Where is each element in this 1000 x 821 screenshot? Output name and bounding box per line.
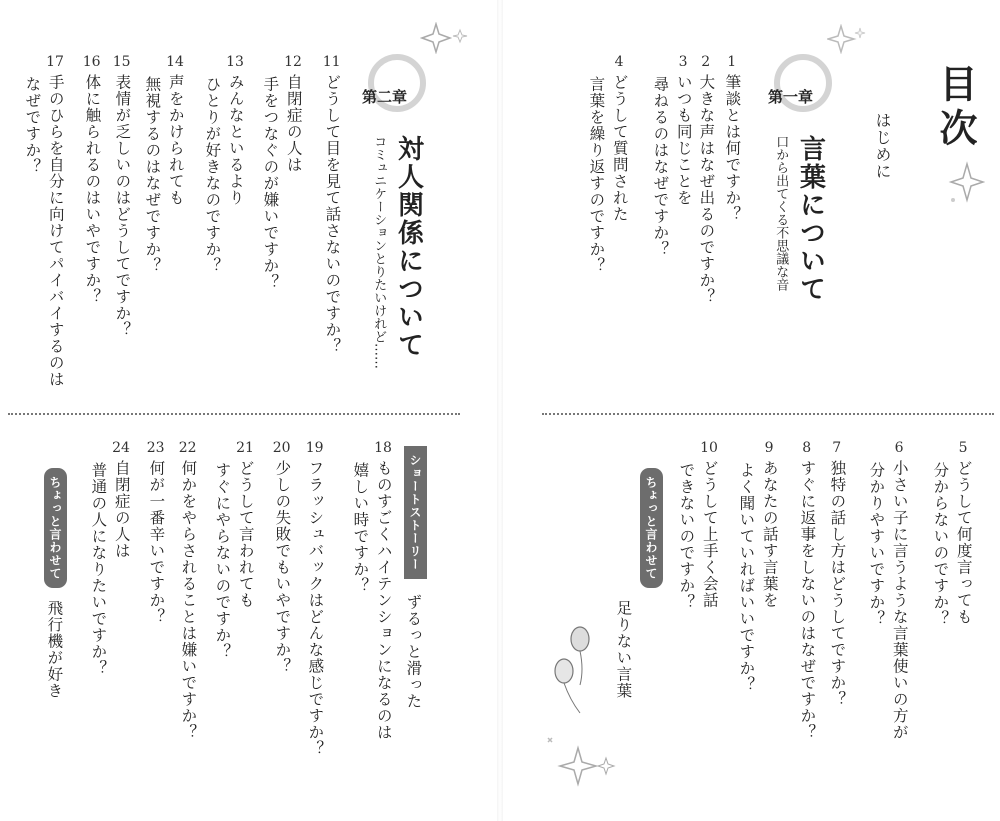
toc-item-2[interactable]: [696, 54, 715, 305]
chapter-subtitle: 口から出てくる不思議な音: [773, 135, 789, 291]
sparkle-icon: [945, 160, 985, 210]
item-title: 自閉症の人は: [112, 460, 131, 559]
item-number: 24: [112, 440, 130, 456]
item-title-line2: 手をつなぐのが嫌いですか？: [261, 76, 280, 291]
item-number: 4: [614, 54, 624, 70]
item-title-line2: なぜですか？: [23, 76, 42, 175]
toc-item-15[interactable]: [112, 54, 131, 338]
column-title[interactable]: 足りない言葉: [614, 600, 633, 699]
item-title-line2: できないのですか？: [677, 462, 696, 611]
item-title: あなたの話す言葉を: [760, 460, 779, 609]
intro-link[interactable]: はじめに: [873, 112, 892, 180]
item-number: 17: [46, 54, 64, 70]
toc-item-14[interactable]: [142, 54, 185, 274]
toc-item-6[interactable]: [866, 440, 909, 741]
item-title: 独特の話し方はどうしてですか？: [828, 460, 847, 708]
item-number: 10: [700, 440, 718, 456]
toc-item-1[interactable]: [722, 54, 741, 223]
item-title: みんなといるより: [226, 74, 245, 206]
item-number: 18: [374, 440, 392, 456]
toc-item-5[interactable]: [930, 440, 973, 627]
item-number: 2: [701, 54, 711, 70]
item-title: どうして何度言っても: [954, 460, 973, 625]
toc-item-10[interactable]: [676, 440, 719, 611]
item-title-line2: 普通の人になりたいですか？: [89, 462, 108, 677]
item-title: 少しの失敗でもいやですか？: [273, 460, 292, 675]
item-title-line2: すぐにやらないのですか？: [213, 462, 232, 660]
item-title-line2: 言葉を繰り返すのですか？: [587, 76, 606, 274]
item-title-line2: よく聞いていればいいですか？: [737, 462, 756, 693]
item-title: 何かをやらされることは嫌いですか？: [179, 460, 198, 741]
item-title-line2: 尋ねるのはなぜですか？: [651, 76, 670, 258]
toc-item-22[interactable]: [178, 440, 197, 741]
toc-item-4[interactable]: [586, 54, 629, 274]
short-story-title[interactable]: ずるっと滑った: [404, 594, 423, 710]
item-number: 1: [727, 54, 737, 70]
item-number: 9: [764, 440, 774, 456]
item-title: どうして目を見て話さないのですか？: [323, 74, 342, 355]
toc-item-19[interactable]: [305, 440, 324, 757]
item-title: どうして上手く会話: [700, 460, 719, 609]
item-number: 7: [832, 440, 842, 456]
toc-item-9[interactable]: [736, 440, 779, 693]
item-title: 大きな声はなぜ出るのですか？: [697, 74, 716, 305]
toc-item-23[interactable]: [146, 440, 165, 625]
short-story-tag: ショートストーリー: [404, 446, 427, 579]
chapter-title: 言葉について: [795, 135, 826, 303]
item-number: 20: [272, 440, 291, 456]
toc-item-8[interactable]: [797, 440, 816, 741]
column-title[interactable]: 飛行機が好き: [45, 600, 64, 699]
sparkle-icon: [420, 22, 470, 54]
item-title: どうして質問された: [610, 74, 629, 223]
chapter-label: 第一章: [768, 88, 814, 106]
sparkle-icon: [827, 24, 867, 54]
toc-title: 目次: [933, 64, 977, 152]
toc-item-21[interactable]: [212, 440, 255, 660]
item-title: どうして言われても: [236, 460, 255, 609]
item-number: 21: [236, 440, 254, 456]
item-number: 16: [82, 54, 101, 70]
item-number: 19: [305, 440, 324, 456]
item-title: 声をかけられても: [166, 74, 185, 206]
right-page: [500, 0, 1000, 821]
item-title-line2: ひとりが好きなのですか？: [203, 76, 222, 274]
item-title: いつも同じことを: [674, 74, 693, 206]
chapter-subtitle: コミュニケーションとりたいけれど……: [371, 135, 387, 369]
chapter-title: 対人関係について: [393, 135, 424, 359]
toc-item-12[interactable]: [260, 54, 303, 291]
toc-item-13[interactable]: [202, 54, 245, 274]
item-title: 筆談とは何ですか？: [723, 74, 742, 223]
column-tag: ちょっと言わせて: [44, 468, 67, 588]
item-number: 8: [802, 440, 812, 456]
item-number: 11: [322, 54, 341, 70]
toc-item-24[interactable]: [88, 440, 131, 677]
section-divider: [542, 413, 994, 415]
item-title: 何が一番辛いですか？: [147, 460, 166, 625]
balloon-icon: [550, 625, 600, 720]
item-title-line2: 嬉しい時ですか？: [351, 462, 370, 594]
item-title-line2: 分からないのですか？: [931, 462, 950, 627]
item-number: 5: [958, 440, 968, 456]
item-title: 自閉症の人は: [284, 74, 303, 173]
item-title: 小さい子に言うような言葉使いの方が: [890, 460, 909, 741]
item-title: 体に触られるのはいやですか？: [83, 74, 102, 305]
column-tag: ちょっと言わせて: [640, 468, 663, 588]
toc-item-3[interactable]: [650, 54, 693, 258]
item-number: 6: [894, 440, 904, 456]
item-title: 表情が乏しいのはどうしてですか？: [113, 74, 132, 338]
toc-item-16[interactable]: [82, 54, 101, 305]
item-title: すぐに返事をしないのはなぜですか？: [798, 460, 817, 741]
sparkle-icon: [540, 730, 620, 790]
item-title-line2: 分かりやすいですか？: [867, 462, 886, 627]
section-divider: [8, 413, 460, 415]
toc-item-20[interactable]: [272, 440, 291, 675]
item-title: 手のひらを自分に向けてパイバイするのは: [46, 74, 65, 388]
toc-item-17[interactable]: [22, 54, 65, 388]
item-title: ものすごくハイテンションになるのは: [374, 460, 393, 741]
item-title-line2: 無視するのはなぜですか？: [143, 76, 162, 274]
item-number: 23: [146, 440, 165, 456]
toc-item-7[interactable]: [827, 440, 846, 708]
item-number: 12: [284, 54, 302, 70]
item-number: 22: [178, 440, 197, 456]
item-number: 3: [678, 54, 688, 70]
item-number: 13: [226, 54, 244, 70]
toc-item-11[interactable]: [322, 54, 341, 355]
chapter-label: 第二章: [362, 88, 408, 106]
item-number: 15: [112, 54, 131, 70]
item-number: 14: [166, 54, 184, 70]
toc-item-18[interactable]: [350, 440, 393, 741]
item-title: フラッシュバックはどんな感じですか？: [306, 460, 325, 757]
